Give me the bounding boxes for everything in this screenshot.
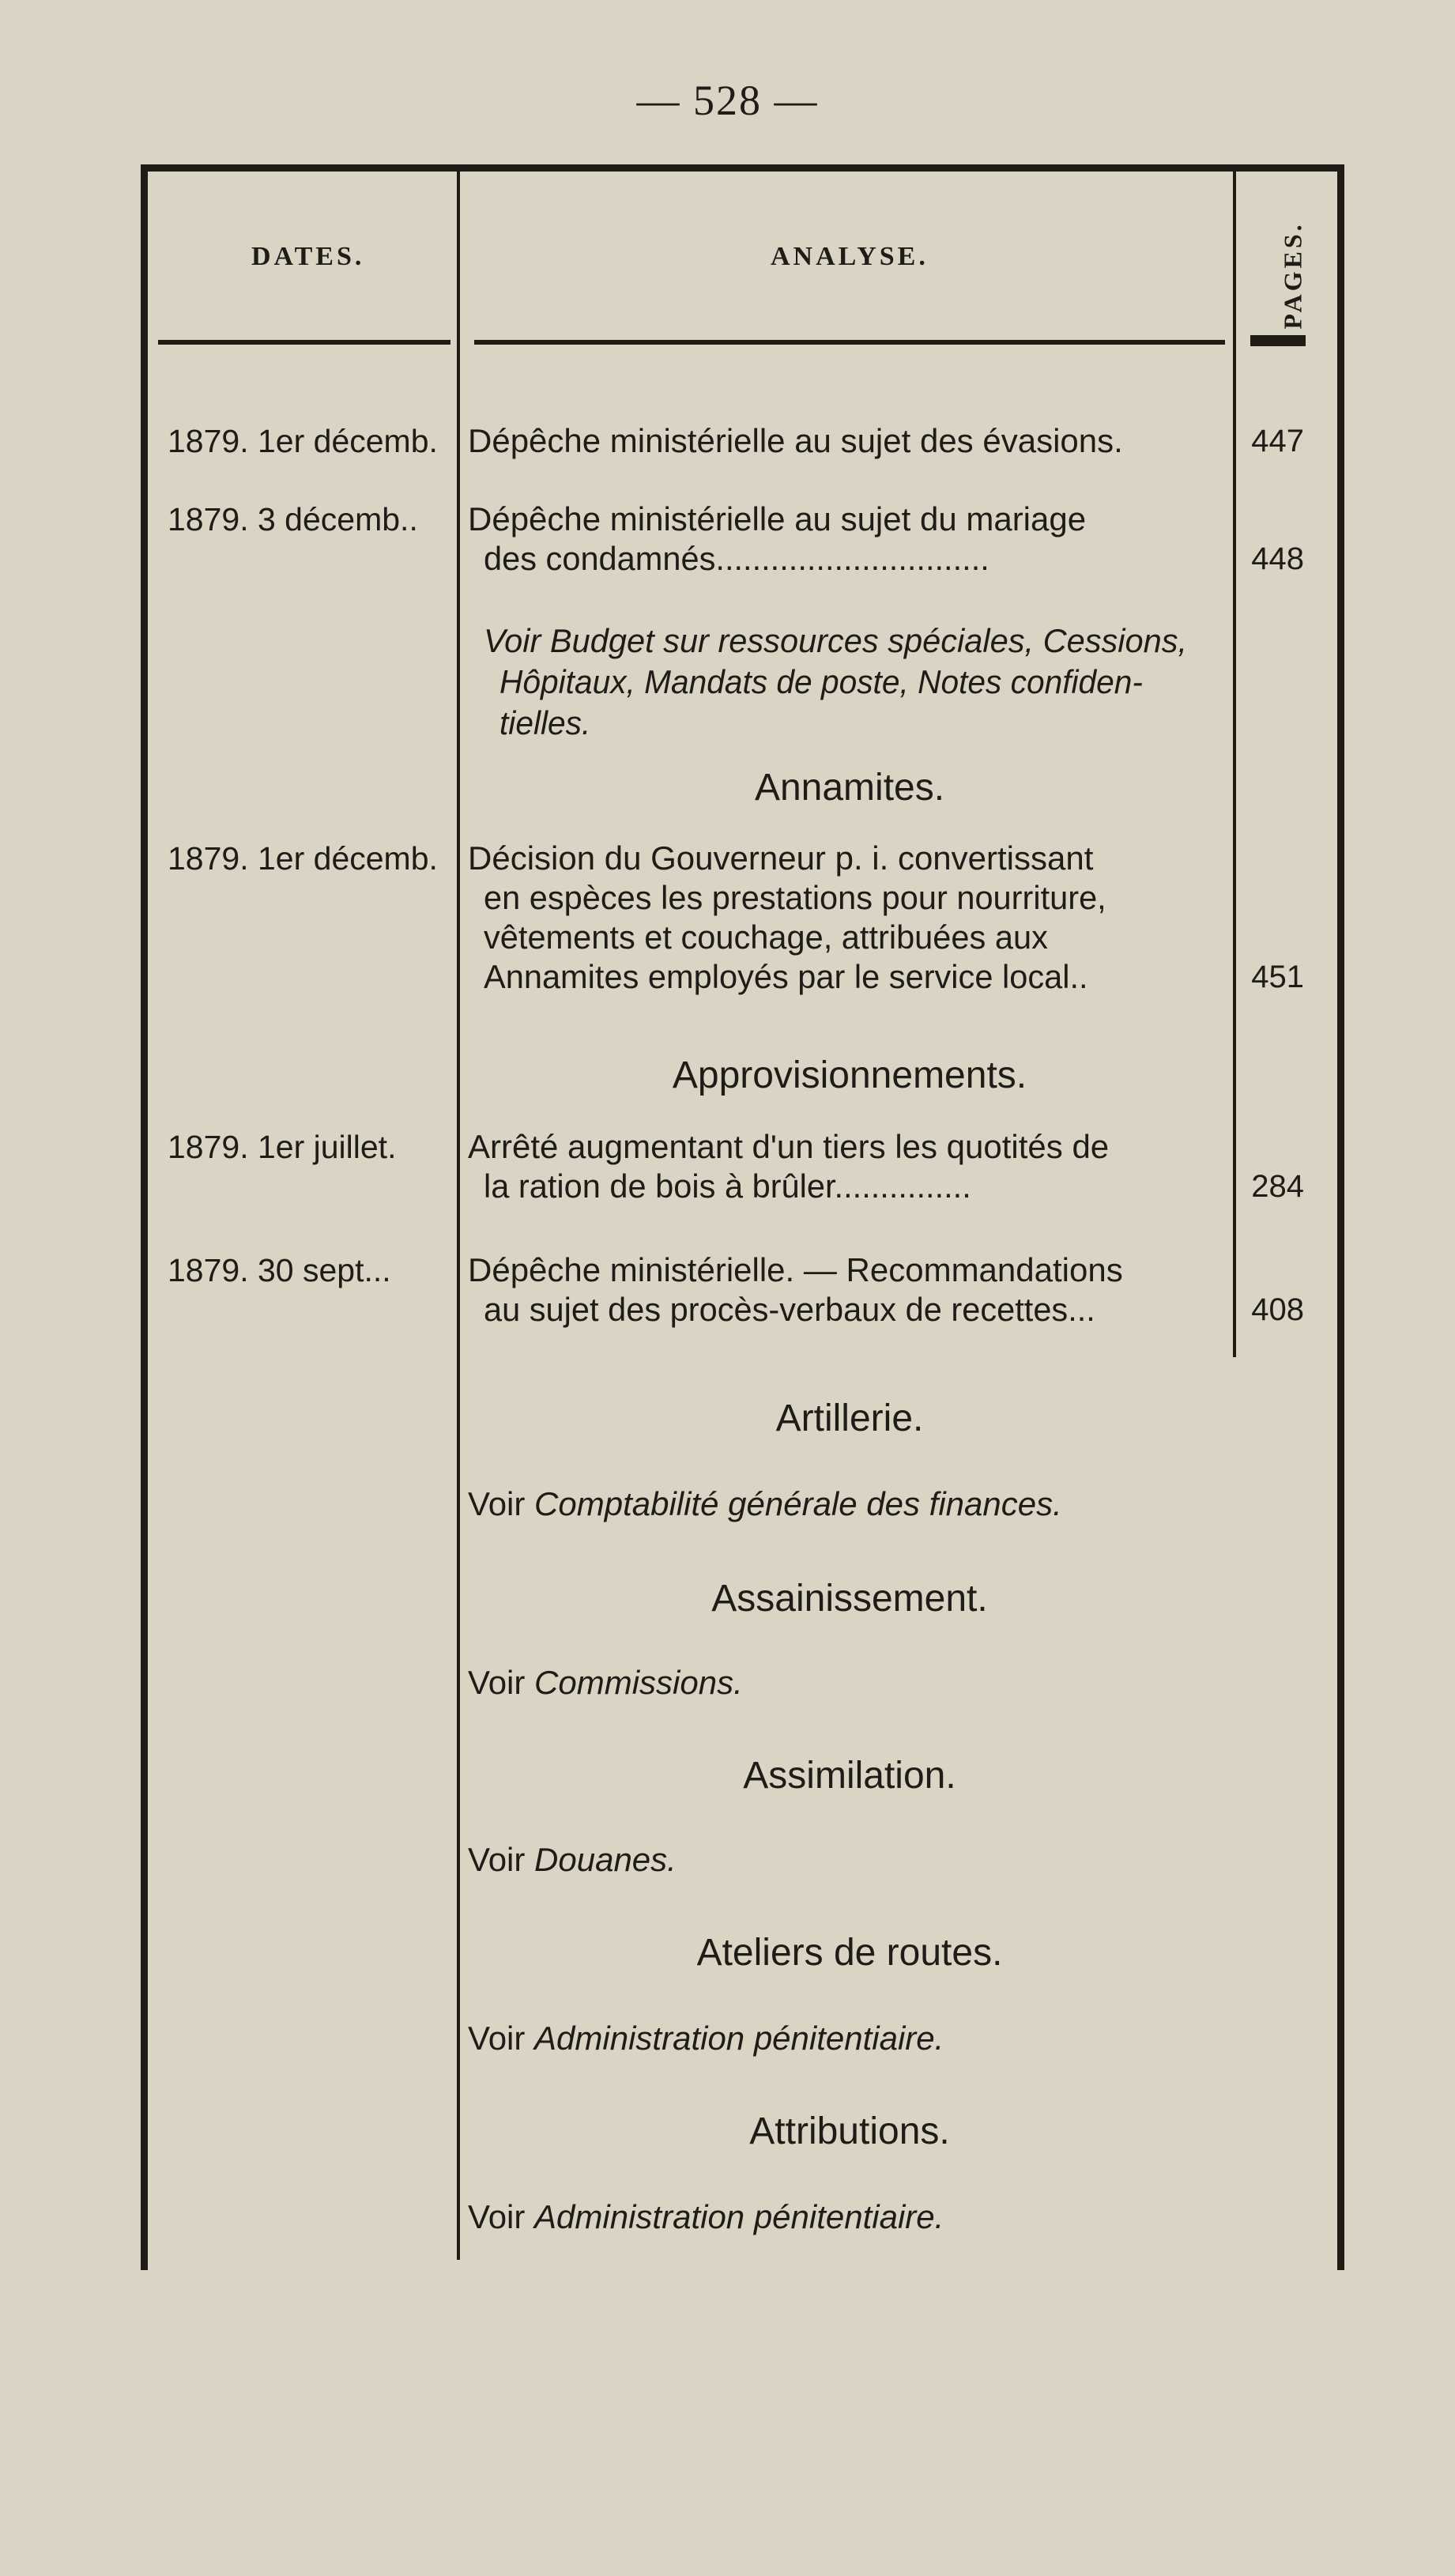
column-divider-dates bbox=[457, 172, 460, 2260]
see-reference: Voir Commissions. bbox=[468, 1664, 743, 1701]
header-rule-dates bbox=[158, 340, 450, 345]
section-heading: Artillerie. bbox=[775, 1397, 924, 1439]
header-rule-analyse bbox=[474, 340, 1225, 345]
entry-date: 1879. 1er juillet. bbox=[168, 1129, 397, 1165]
page-number: — 528 — bbox=[636, 77, 819, 124]
header-pages: PAGES. bbox=[1278, 221, 1307, 330]
see-reference: Voir Comptabilité générale des finances. bbox=[468, 1485, 1062, 1522]
section-heading: Annamites. bbox=[754, 767, 945, 809]
entry-page: 284 bbox=[1251, 1169, 1304, 1204]
entry-text: Dépêche ministérielle. — Recommandations bbox=[468, 1251, 1123, 1288]
section-heading: Assainissement. bbox=[711, 1578, 988, 1620]
entry-page: 448 bbox=[1251, 541, 1304, 576]
entry-date: 1879. 3 décemb.. bbox=[168, 501, 418, 537]
header-dates: DATES. bbox=[251, 242, 365, 271]
section-heading: Approvisionnements. bbox=[672, 1054, 1027, 1096]
section-heading: Attributions. bbox=[749, 2110, 950, 2152]
entry-text: vêtements et couchage, attribuées aux bbox=[484, 918, 1048, 956]
entry-date: 1879. 1er décemb. bbox=[168, 423, 438, 459]
entry-text: Décision du Gouverneur p. i. convertissant bbox=[468, 839, 1094, 877]
column-divider-pages bbox=[1233, 172, 1236, 1357]
entry-text: la ration de bois à brûler............... bbox=[484, 1167, 971, 1205]
see-reference: Voir Administration pénitentiaire. bbox=[468, 2198, 944, 2235]
section-heading: Assimilation. bbox=[743, 1755, 956, 1797]
section-heading: Ateliers de routes. bbox=[696, 1932, 1003, 1974]
entry-text: Annamites employés par le service local.. bbox=[484, 958, 1088, 995]
header-analyse: ANALYSE. bbox=[771, 242, 929, 271]
entry-date: 1879. 30 sept... bbox=[168, 1252, 391, 1288]
see-also-line: Hôpitaux, Mandats de poste, Notes confiden- bbox=[499, 663, 1143, 700]
entry-page: 408 bbox=[1251, 1292, 1304, 1327]
entry-text: Arrêté augmentant d'un tiers les quotités de bbox=[468, 1128, 1110, 1165]
entry-text: Dépêche ministérielle au sujet des évasions. bbox=[468, 422, 1123, 459]
entry-text: Dépêche ministérielle au sujet du mariage bbox=[468, 500, 1087, 537]
see-also-line: Voir Budget sur ressources spéciales, Cessions, bbox=[484, 622, 1188, 659]
entry-date: 1879. 1er décemb. bbox=[168, 840, 438, 877]
entry-page: 451 bbox=[1251, 960, 1304, 994]
see-also-line: tielles. bbox=[499, 704, 591, 741]
see-reference: Voir Douanes. bbox=[468, 1841, 677, 1878]
entry-text: au sujet des procès-verbaux de recettes... bbox=[484, 1291, 1095, 1328]
entry-text: en espèces les prestations pour nourriture, bbox=[484, 879, 1106, 916]
entry-text: des condamnés.............................. bbox=[484, 540, 989, 577]
see-reference: Voir Administration pénitentiaire. bbox=[468, 2020, 944, 2057]
entry-page: 447 bbox=[1251, 424, 1304, 458]
